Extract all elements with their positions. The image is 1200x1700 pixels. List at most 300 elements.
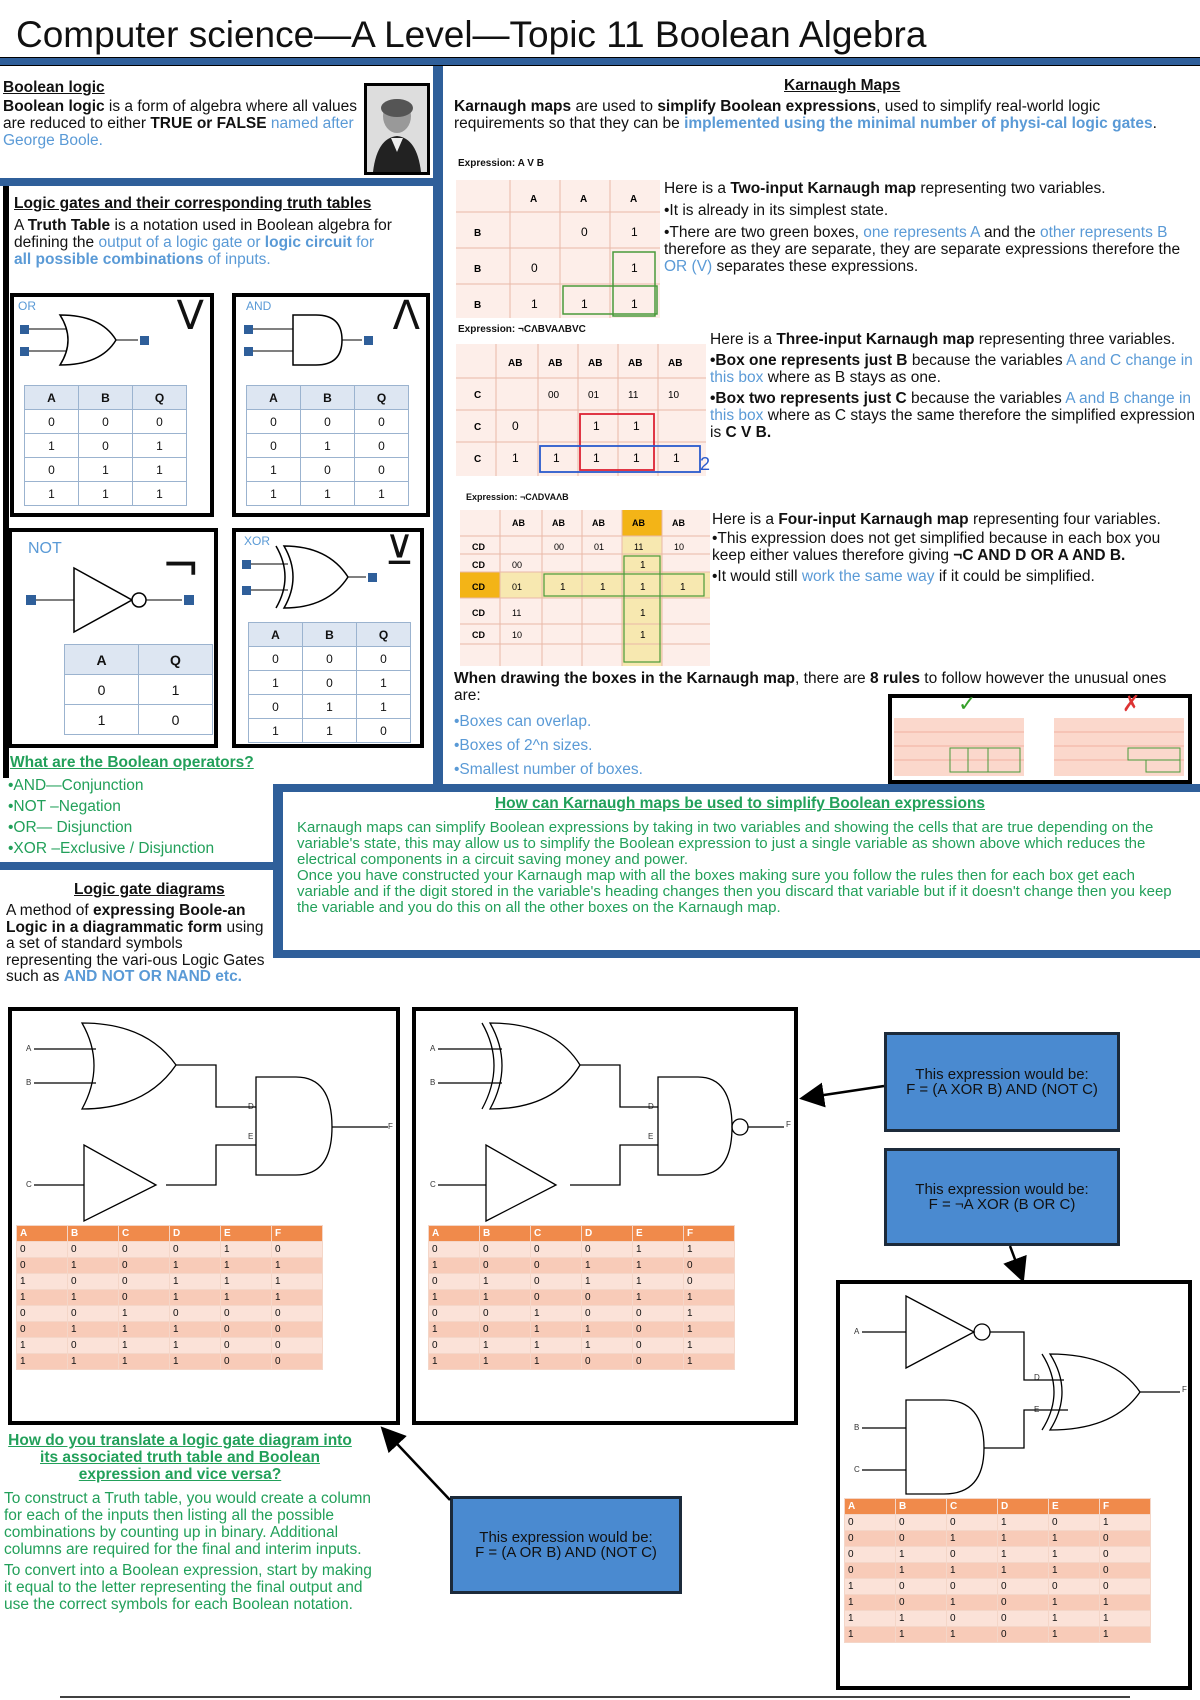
svg-text:1: 1 (593, 419, 600, 433)
table-cell: 1 (65, 705, 139, 735)
svg-text:10: 10 (674, 542, 685, 552)
table-cell: C (947, 1499, 998, 1515)
table-cell: 0 (355, 434, 409, 458)
table-cell: 0 (357, 719, 411, 743)
svg-text:1: 1 (531, 297, 538, 311)
operator-item: •NOT –Negation (8, 798, 121, 815)
svg-text:E: E (648, 1132, 654, 1141)
table-cell: 1 (119, 1338, 170, 1354)
svg-text:D: D (648, 1102, 654, 1111)
table-cell: 1 (947, 1595, 998, 1611)
table-cell: 1 (17, 1354, 68, 1370)
three-input-text: Here is a Three-input Karnaugh map representing three variables. •Box one represents just B because the variables A and C change in this box where as B stays as one. •Box two represents just C because the variables A and B change in this box where as C stays the same therefore the simplified expression is C V B. (710, 331, 1196, 441)
operator-item: •XOR –Exclusive / Disjunction (8, 840, 215, 857)
svg-text:C: C (474, 454, 482, 465)
svg-text:D: D (248, 1102, 254, 1111)
table-cell: D (582, 1226, 633, 1242)
and-symbol: Λ (392, 293, 420, 339)
table-cell: 1 (582, 1322, 633, 1338)
table-cell: 0 (301, 410, 355, 434)
table-cell: 1 (429, 1290, 480, 1306)
table-cell: 1 (170, 1258, 221, 1274)
table-cell: A (845, 1499, 896, 1515)
svg-text:A: A (26, 1044, 32, 1053)
table-cell: 1 (947, 1531, 998, 1547)
svg-text:AB: AB (632, 518, 645, 528)
table-cell: 0 (429, 1242, 480, 1258)
operator-item: •OR— Disjunction (8, 819, 133, 836)
table-cell: 1 (170, 1338, 221, 1354)
operator-item: •AND—Conjunction (8, 777, 144, 794)
table-cell: 0 (582, 1354, 633, 1370)
table-cell: 0 (25, 458, 79, 482)
svg-text:A: A (854, 1327, 860, 1336)
translate-heading: How do you translate a logic gate diagram into its associated truth table and Boolean expression and vice versa? (8, 1432, 352, 1483)
svg-text:AB: AB (628, 358, 643, 369)
table-cell: 1 (896, 1627, 947, 1643)
table-cell: 1 (249, 671, 303, 695)
svg-text:AB: AB (588, 358, 603, 369)
table-cell: 1 (17, 1290, 68, 1306)
table-cell: 0 (845, 1515, 896, 1531)
table-cell: 0 (272, 1322, 323, 1338)
table-cell: 1 (684, 1290, 735, 1306)
svg-text:1: 1 (512, 451, 519, 465)
svg-text:00: 00 (512, 560, 523, 570)
callout-2: This expression would be: F = ¬A XOR (B OR C) (884, 1148, 1120, 1246)
svg-text:CD: CD (472, 582, 485, 592)
table-cell: 1 (301, 482, 355, 506)
svg-text:11: 11 (628, 390, 639, 401)
table-cell: 0 (303, 647, 357, 671)
table-cell: 1 (272, 1258, 323, 1274)
four-input-expression: Expression: ¬CΛDVAΛB (466, 492, 569, 502)
table-cell: 1 (429, 1322, 480, 1338)
svg-text:1: 1 (633, 451, 640, 465)
table-cell: 0 (247, 434, 301, 458)
table-cell: 0 (17, 1258, 68, 1274)
table-cell: 0 (68, 1306, 119, 1322)
table-cell: 1 (170, 1322, 221, 1338)
table-cell: 1 (68, 1322, 119, 1338)
not-gate-label: NOT (28, 540, 62, 557)
table-cell: 1 (633, 1258, 684, 1274)
svg-text:1: 1 (673, 451, 680, 465)
table-cell: 0 (221, 1338, 272, 1354)
svg-text:B: B (474, 264, 482, 275)
table-cell: 1 (684, 1354, 735, 1370)
svg-text:CD: CD (472, 542, 485, 552)
svg-text:0: 0 (581, 225, 588, 239)
table-cell: 1 (845, 1627, 896, 1643)
table-cell: 0 (429, 1274, 480, 1290)
table-cell: 1 (303, 719, 357, 743)
table-cell: 1 (119, 1354, 170, 1370)
table-cell: 1 (429, 1354, 480, 1370)
table-cell: 1 (249, 719, 303, 743)
table-cell: 0 (17, 1322, 68, 1338)
table-cell: F (272, 1226, 323, 1242)
table-cell: 1 (68, 1258, 119, 1274)
table-cell: 1 (1049, 1595, 1100, 1611)
table-cell: 0 (480, 1242, 531, 1258)
svg-text:01: 01 (588, 390, 600, 401)
svg-text:00: 00 (554, 542, 565, 552)
svg-text:01: 01 (594, 542, 605, 552)
table-cell: 1 (133, 434, 187, 458)
svg-text:B: B (430, 1078, 436, 1087)
table-cell: 0 (896, 1595, 947, 1611)
svg-text:CD: CD (472, 560, 485, 570)
table-cell: 0 (684, 1274, 735, 1290)
table-cell: 1 (272, 1290, 323, 1306)
table-cell: 0 (119, 1290, 170, 1306)
table-cell: 0 (1100, 1563, 1151, 1579)
table-cell: 1 (221, 1242, 272, 1258)
table-cell: 0 (947, 1579, 998, 1595)
table-cell: 0 (582, 1306, 633, 1322)
table-cell: 0 (998, 1611, 1049, 1627)
svg-text:E: E (1034, 1405, 1040, 1414)
table-cell: 1 (25, 434, 79, 458)
table-cell: 1 (633, 1274, 684, 1290)
table-cell: 0 (896, 1531, 947, 1547)
table-cell: 0 (633, 1306, 684, 1322)
table-cell: A (65, 645, 139, 675)
table-cell: 1 (357, 695, 411, 719)
svg-text:AB: AB (508, 358, 523, 369)
table-cell: Q (355, 386, 409, 410)
svg-text:C: C (854, 1465, 860, 1474)
svg-text:B: B (26, 1078, 32, 1087)
table-cell: A (249, 623, 303, 647)
table-cell: B (68, 1226, 119, 1242)
svg-text:AB: AB (592, 518, 605, 528)
svg-text:0: 0 (512, 419, 519, 433)
table-cell: 0 (221, 1322, 272, 1338)
table-cell: 1 (531, 1322, 582, 1338)
svg-text:1: 1 (631, 225, 638, 239)
boolean-logic-text: Boolean logic is a form of algebra where all values are reduced to either TRUE or FALSE named after George Boole. (3, 98, 358, 149)
svg-text:1: 1 (640, 582, 646, 593)
table-cell: 1 (845, 1611, 896, 1627)
rule-item: •Smallest number of boxes. (454, 761, 643, 778)
svg-text:C: C (474, 422, 482, 433)
table-cell: 0 (480, 1258, 531, 1274)
table-cell: 1 (845, 1579, 896, 1595)
svg-text:CD: CD (472, 608, 485, 618)
page-title: Computer science—A Level—Topic 11 Boolean Algebra (16, 14, 927, 55)
cross-icon: ✗ (1122, 692, 1141, 717)
svg-text:A: A (530, 194, 538, 205)
three-input-expression: Expression: ¬CΛBVAΛBVC (458, 324, 586, 335)
table-cell: 1 (119, 1306, 170, 1322)
table-cell: 1 (79, 482, 133, 506)
table-cell: 0 (531, 1242, 582, 1258)
karnaugh-heading: Karnaugh Maps (784, 77, 901, 94)
table-cell: 1 (531, 1354, 582, 1370)
table-cell: 0 (119, 1258, 170, 1274)
table-cell: 0 (947, 1547, 998, 1563)
table-cell: 0 (221, 1354, 272, 1370)
table-cell: 1 (1049, 1547, 1100, 1563)
table-cell: Q (357, 623, 411, 647)
table-cell: 0 (896, 1579, 947, 1595)
table-cell: E (1049, 1499, 1100, 1515)
table-cell: 1 (531, 1338, 582, 1354)
table-cell: 1 (1100, 1595, 1151, 1611)
table-cell: 1 (480, 1290, 531, 1306)
svg-text:1: 1 (581, 297, 588, 311)
table-cell: 0 (633, 1322, 684, 1338)
table-cell: 1 (480, 1274, 531, 1290)
diagrams-heading: Logic gate diagrams (74, 881, 225, 898)
table-cell: A (429, 1226, 480, 1242)
table-cell: 1 (221, 1274, 272, 1290)
callout-3: This expression would be: F = (A OR B) AND (NOT C) (450, 1496, 682, 1594)
table-cell: 0 (139, 705, 213, 735)
table-cell: 0 (845, 1547, 896, 1563)
table-cell: 1 (303, 695, 357, 719)
four-input-text: Here is a Four-input Karnaugh map representing four variables. •This expression does not get simplified because in each box you keep either values therefore giving ¬C AND D OR A AND B. •It would still work the same way if it could be simplified. (712, 511, 1161, 585)
table-cell: 1 (357, 671, 411, 695)
table-cell: C (531, 1226, 582, 1242)
table-cell: 0 (355, 410, 409, 434)
table-cell: 0 (1049, 1515, 1100, 1531)
table-cell: 1 (998, 1531, 1049, 1547)
table-cell: 0 (684, 1258, 735, 1274)
table-cell: 0 (480, 1306, 531, 1322)
table-cell: 0 (429, 1338, 480, 1354)
table-cell: Q (139, 645, 213, 675)
table-cell: 0 (272, 1354, 323, 1370)
table-cell: 1 (301, 434, 355, 458)
table-cell: 0 (272, 1242, 323, 1258)
logic-gates-heading: Logic gates and their corresponding truth tables (14, 195, 372, 212)
table-cell: 0 (531, 1290, 582, 1306)
svg-text:B: B (474, 228, 482, 239)
table-cell: 1 (221, 1290, 272, 1306)
table-cell: 1 (119, 1322, 170, 1338)
table-cell: 0 (896, 1515, 947, 1531)
table-cell: 1 (170, 1274, 221, 1290)
table-cell: 1 (480, 1338, 531, 1354)
xor-symbol: ⊻ (384, 528, 414, 574)
tick-icon: ✓ (958, 692, 977, 717)
table-cell: 0 (633, 1354, 684, 1370)
table-cell: B (303, 623, 357, 647)
svg-text:01: 01 (512, 582, 523, 592)
table-cell: 0 (119, 1274, 170, 1290)
svg-text:00: 00 (548, 390, 560, 401)
rule-item: •Boxes of 2^n sizes. (454, 737, 593, 754)
table-cell: 0 (947, 1611, 998, 1627)
svg-text:1: 1 (560, 582, 566, 593)
table-cell: 0 (845, 1531, 896, 1547)
svg-text:F: F (1182, 1385, 1187, 1394)
table-cell: 1 (133, 482, 187, 506)
two-input-expression: Expression: A V B (458, 158, 544, 169)
table-cell: B (79, 386, 133, 410)
svg-text:AB: AB (668, 358, 683, 369)
table-cell: 1 (247, 458, 301, 482)
svg-text:1: 1 (553, 451, 560, 465)
table-cell: 0 (68, 1274, 119, 1290)
table-cell: 1 (68, 1354, 119, 1370)
svg-text:B: B (854, 1423, 860, 1432)
table-cell: 0 (272, 1306, 323, 1322)
logic-gates-text: A Truth Table is a notation used in Boolean algebra for defining the output of a logic gate or logic circuit for all possible combinations of inputs. (14, 217, 392, 268)
table-cell: F (1100, 1499, 1151, 1515)
table-cell: 1 (17, 1274, 68, 1290)
svg-text:AB: AB (672, 518, 685, 528)
table-cell: 1 (582, 1338, 633, 1354)
table-cell: 0 (68, 1338, 119, 1354)
and-gate-label: AND (246, 299, 272, 313)
table-cell: 1 (633, 1290, 684, 1306)
svg-text:11: 11 (512, 608, 522, 618)
table-cell: 1 (684, 1306, 735, 1322)
table-cell: 1 (896, 1563, 947, 1579)
table-cell: 1 (170, 1290, 221, 1306)
svg-text:1: 1 (680, 582, 686, 593)
table-cell: 0 (429, 1306, 480, 1322)
table-cell: 1 (1049, 1611, 1100, 1627)
table-cell: 1 (633, 1242, 684, 1258)
svg-text:1: 1 (600, 582, 606, 593)
table-cell: 1 (998, 1515, 1049, 1531)
table-cell: 1 (684, 1322, 735, 1338)
svg-text:1: 1 (640, 560, 646, 571)
boolean-logic-heading: Boolean logic (3, 79, 105, 96)
rules-text: When drawing the boxes in the Karnaugh map, there are 8 rules to follow however the unusual ones are: (454, 670, 1167, 704)
svg-text:10: 10 (668, 390, 680, 401)
svg-text:AB: AB (552, 518, 565, 528)
table-cell: 0 (480, 1322, 531, 1338)
svg-text:1: 1 (640, 630, 646, 641)
svg-text:1: 1 (593, 451, 600, 465)
table-cell: F (684, 1226, 735, 1242)
translate-text: To construct a Truth table, you would create a column for each of the inputs then listing all the possible combinations by counting up in binary. Additional columns are required for the final and interim inputs. To convert into a Boolean expression, start by making it equal to the letter representing the final output and use the correct symbols for each Boolean notation. (4, 1490, 372, 1613)
table-cell: E (221, 1226, 272, 1242)
table-cell: 1 (684, 1338, 735, 1354)
svg-text:C: C (474, 390, 482, 401)
table-cell: 1 (1100, 1611, 1151, 1627)
table-cell: 1 (998, 1563, 1049, 1579)
table-cell: 0 (582, 1290, 633, 1306)
table-cell: 1 (17, 1338, 68, 1354)
table-cell: 0 (17, 1306, 68, 1322)
table-cell: 1 (582, 1258, 633, 1274)
table-cell: 0 (845, 1563, 896, 1579)
svg-text:A: A (580, 194, 588, 205)
svg-text:C: C (430, 1180, 436, 1189)
table-cell: E (633, 1226, 684, 1242)
table-cell: A (247, 386, 301, 410)
table-cell: 1 (947, 1563, 998, 1579)
table-cell: 0 (68, 1242, 119, 1258)
xor-gate-label: XOR (244, 534, 271, 548)
table-cell: 1 (845, 1595, 896, 1611)
table-cell: 1 (79, 458, 133, 482)
table-cell: 1 (25, 482, 79, 506)
svg-text:D: D (1034, 1373, 1040, 1382)
table-cell: 0 (303, 671, 357, 695)
table-cell: 1 (1100, 1627, 1151, 1643)
table-cell: 0 (170, 1306, 221, 1322)
table-cell: 1 (221, 1258, 272, 1274)
table-cell: 1 (531, 1306, 582, 1322)
svg-text:1: 1 (631, 297, 638, 311)
svg-text:10: 10 (512, 630, 523, 640)
simplify-heading: How can Karnaugh maps be used to simplify Boolean expressions (494, 795, 986, 812)
table-cell: 1 (247, 482, 301, 506)
table-cell: 0 (582, 1242, 633, 1258)
table-cell: 1 (1049, 1627, 1100, 1643)
table-cell: 1 (272, 1274, 323, 1290)
table-cell: 1 (582, 1274, 633, 1290)
table-cell: A (25, 386, 79, 410)
operators-heading: What are the Boolean operators? (10, 754, 254, 771)
table-cell: 0 (301, 458, 355, 482)
table-cell: 0 (272, 1338, 323, 1354)
table-cell: 0 (1100, 1531, 1151, 1547)
svg-text:0: 0 (531, 261, 538, 275)
table-cell: B (896, 1499, 947, 1515)
table-cell: 0 (249, 647, 303, 671)
table-cell: 0 (355, 458, 409, 482)
or-gate-label: OR (18, 299, 36, 313)
or-symbol: V (176, 293, 204, 339)
table-cell: 0 (998, 1595, 1049, 1611)
table-cell: 1 (133, 458, 187, 482)
simplify-text: Karnaugh maps can simplify Boolean expressions by taking in two variables and showing the cells that are true depending on the variable's state, this may allow us to simplify the Boolean expression to just a single variable as shown above which reduces the electrical components in a circuit saving money and power. Once you have constructed your Karnaugh map with all the boxes making sure you follow the rules then for each box get each variable and if the digit stored in the variable's heading changes then you discard that variable but if it doesn't change then you keep the variable and you do this on all the other boxes on the Karnaugh map. (297, 819, 1172, 916)
table-cell: 0 (947, 1515, 998, 1531)
svg-text:A: A (630, 194, 638, 205)
table-cell: Q (133, 386, 187, 410)
table-cell: 1 (1049, 1531, 1100, 1547)
callout-1: This expression would be: F = (A XOR B) AND (NOT C) (884, 1032, 1120, 1132)
table-cell: 0 (170, 1242, 221, 1258)
table-cell: 1 (1100, 1515, 1151, 1531)
diagrams-text: A method of expressing Boole-an Logic in a diagrammatic form using a set of standard symbols representing the vari-ous Logic Gates such as AND NOT OR NAND etc. (6, 902, 265, 985)
table-cell: 1 (947, 1627, 998, 1643)
table-cell: D (998, 1499, 1049, 1515)
svg-text:B: B (474, 300, 482, 311)
table-cell: 1 (139, 675, 213, 705)
svg-text:11: 11 (634, 542, 644, 552)
two-input-text: Here is a Two-input Karnaugh map representing two variables. •It is already in its simplest state. •There are two green boxes, one represents A and the other represents B therefore as they are separate, they are separate expressions therefore the OR (V) separates these expressions. (664, 180, 1181, 275)
table-cell: 1 (68, 1290, 119, 1306)
table-cell: 0 (17, 1242, 68, 1258)
table-cell: D (170, 1226, 221, 1242)
table-cell: B (480, 1226, 531, 1242)
table-cell: 1 (998, 1547, 1049, 1563)
table-cell: 0 (79, 434, 133, 458)
svg-text:C: C (26, 1180, 32, 1189)
table-cell: 0 (998, 1579, 1049, 1595)
table-cell: 0 (247, 410, 301, 434)
table-cell: 0 (25, 410, 79, 434)
table-cell: 1 (429, 1258, 480, 1274)
table-cell: 0 (531, 1258, 582, 1274)
svg-text:AB: AB (512, 518, 525, 528)
table-cell: 1 (896, 1611, 947, 1627)
svg-text:CD: CD (472, 630, 485, 640)
table-cell: 0 (633, 1338, 684, 1354)
table-cell: 0 (65, 675, 139, 705)
table-cell: 0 (1100, 1579, 1151, 1595)
